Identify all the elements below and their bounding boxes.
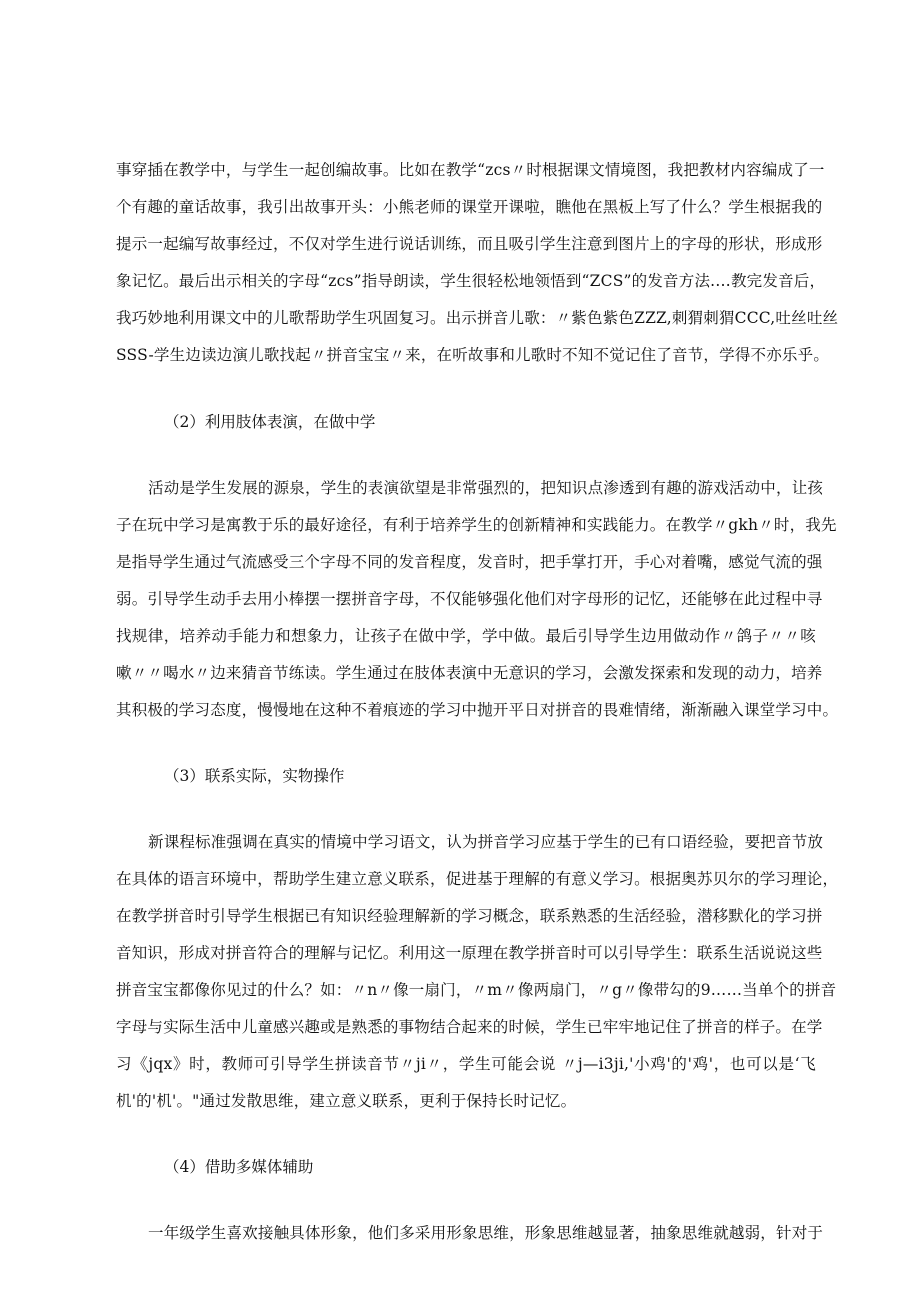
paragraph-2-line-4: 弱。引导学生动手去用小棒摆一摆拼音字母，不仅能够强化他们对字母形的记忆，还能够在此过程中寻 (116, 590, 823, 608)
paragraph-1-line-2: 个有趣的童话故事，我引出故事开头：小熊老师的课堂开课啦，瞧他在黑板上写了什么？学生根据我的 (116, 198, 823, 216)
paragraph-3-line-2: 在具体的语言环境中，帮助学生建立意义联系，促进基于理解的有意义学习。根据奥苏贝尔的学习理论， (116, 870, 839, 888)
paragraph-2-line-7: 其积极的学习态度，慢慢地在这种不着痕迹的学习中抛开平日对拼音的畏难情绪，渐渐融入课堂学习中。 (116, 701, 839, 719)
paragraph-1-line-3: 提示一起编写故事经过，不仅对学生进行说话训练，而且吸引学生注意到图片上的字母的形状，形成形 (116, 235, 823, 253)
paragraph-1-line-4: 象记忆。最后出示相关的字母“zcs”指导朗读，学生很轻松地领悟到“ZCS”的发音方法.…教完发音后， (116, 272, 826, 290)
paragraph-3-line-7: 习《jqx》时，教师可引导学生拼读音节〃ji〃，学生可能会说 〃j—i3ji,'小鸡'的'鸡'，也可以是‘飞 (116, 1055, 816, 1073)
paragraph-3-line-3: 在教学拼音时引导学生根据已有知识经验理解新的学习概念，联系熟悉的生活经验，潜移默化的学习拼 (116, 907, 823, 925)
paragraph-4-line-1: 一年级学生喜欢接触具体形象，他们多采用形象思维，形象思维越显著，抽象思维就越弱，针对于 (148, 1224, 824, 1242)
section-heading-4: （4）借助多媒体辅助 (164, 1158, 314, 1176)
paragraph-2-line-1: 活动是学生发展的源泉，学生的表演欲望是非常强烈的，把知识点渗透到有趣的游戏活动中，让孩 (148, 479, 824, 497)
section-heading-3: （3）联系实际，实物操作 (164, 767, 345, 785)
paragraph-1-line-6: SSS-学生边读边演儿歌找起〃拼音宝宝〃来，在听故事和儿歌时不知不觉记住了音节，学得不亦乐乎。 (116, 346, 830, 364)
paragraph-2-line-2: 子在玩中学习是寓教于乐的最好途径，有利于培养学生的创新精神和实践能力。在教学〃gkh〃时，我先 (116, 516, 837, 534)
section-heading-2: （2）利用肢体表演，在做中学 (164, 413, 376, 431)
paragraph-2-line-5: 找规律，培养动手能力和想象力，让孩子在做中学，学中做。最后引导学生边用做动作〃鸽子〃〃咳 (116, 627, 816, 645)
paragraph-3-line-5: 拼音宝宝都像你见过的什么？如：〃n〃像一扇门，〃m〃像两扇门，〃g〃像带勾的9……当单个的拼音 (116, 981, 837, 999)
paragraph-3-line-6: 字母与实际生活中儿童感兴趣或是熟悉的事物结合起来的时候，学生已牢牢地记住了拼音的样子。在学 (116, 1018, 823, 1036)
paragraph-3-line-8: 机'的'机'。"通过发散思维，建立意义联系，更利于保持长时记忆。 (116, 1092, 577, 1110)
paragraph-3-line-4: 音知识，形成对拼音符合的理解与记忆。利用这一原理在教学拼音时可以引导学生：联系生活说说这些 (116, 944, 823, 962)
paragraph-3-line-1: 新课程标准强调在真实的情境中学习语文，认为拼音学习应基于学生的已有口语经验，要把音节放 (148, 833, 824, 851)
paragraph-2-line-3: 是指导学生通过气流感受三个字母不同的发音程度，发音时，把手掌打开，手心对着嘴，感觉气流的强 (116, 553, 823, 571)
paragraph-1-line-5: 我巧妙地利用课文中的儿歌帮助学生巩固复习。出示拼音儿歌：〃紫色紫色ZZZ,刺猬刺猬CCC,吐丝吐丝 (116, 309, 839, 327)
paragraph-1-line-1: 事穿插在教学中，与学生一起创编故事。比如在教学“zcs〃时根据课文情境图，我把教材内容编成了一 (116, 161, 825, 179)
paragraph-2-line-6: 嗽〃〃喝水〃边来猜音节练读。学生通过在肢体表演中无意识的学习，会激发探索和发现的动力，培养 (116, 664, 823, 682)
